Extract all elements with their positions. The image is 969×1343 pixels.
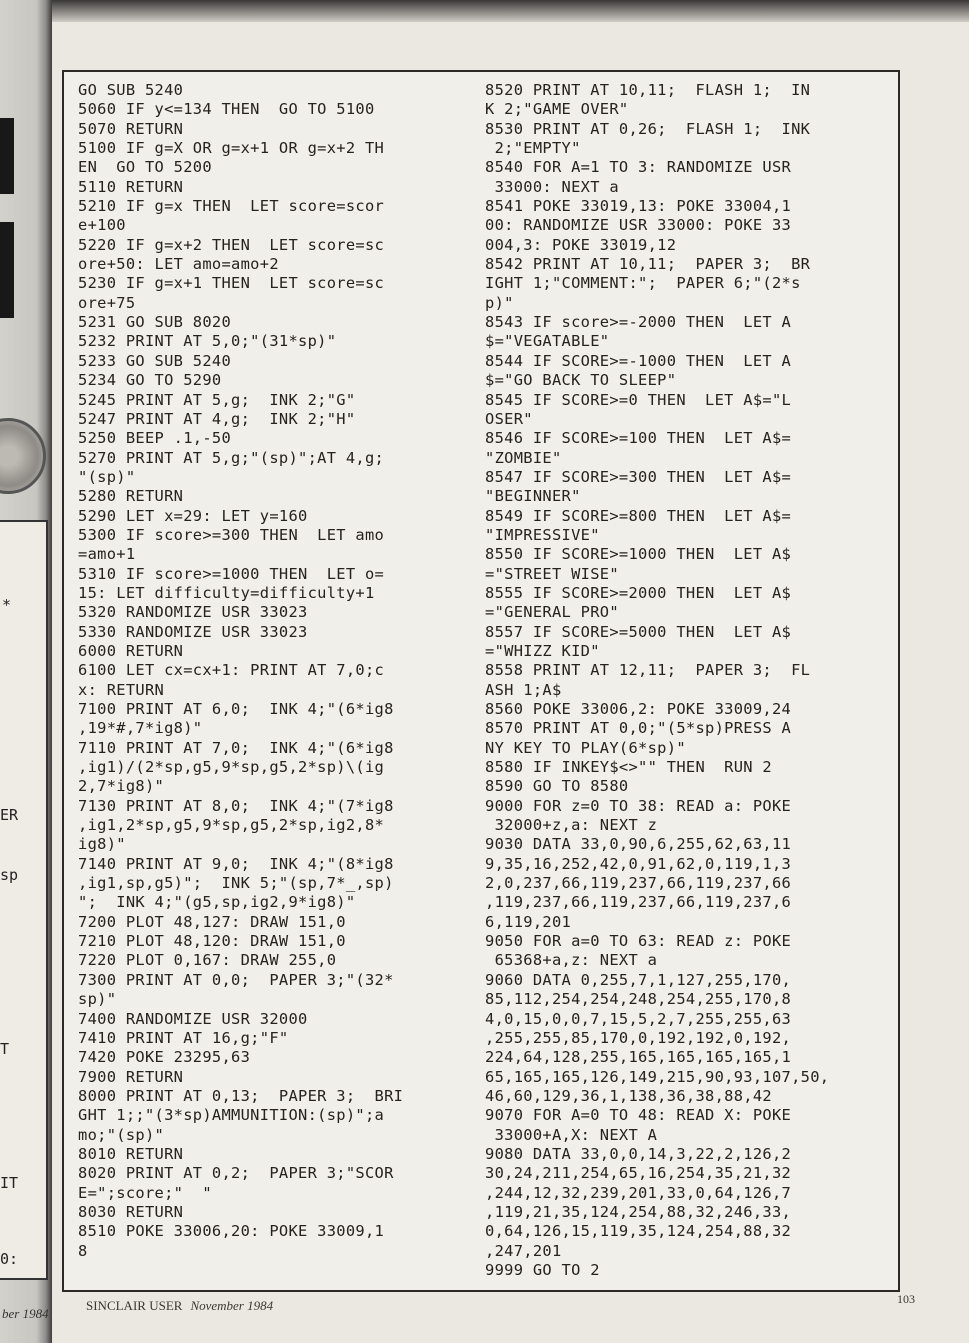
margin-fragment: T — [0, 1040, 10, 1058]
code-line: 5280 RETURN — [78, 487, 184, 506]
code-line: 30,24,211,254,65,16,254,35,21,32 — [485, 1164, 792, 1183]
code-line: 33000+A,X: NEXT A — [485, 1125, 658, 1144]
code-line: ore+50: LET amo=amo+2 — [78, 255, 279, 274]
code-line: 8570 PRINT AT 0,0;"(5*sp)PRESS A — [485, 719, 792, 738]
code-line: ig8)" — [78, 835, 126, 854]
margin-box — [0, 520, 48, 1280]
code-line: 7300 PRINT AT 0,0; PAPER 3;"(32* — [78, 970, 394, 989]
code-line: 9999 GO TO 2 — [485, 1260, 600, 1279]
left-margin-strip — [0, 0, 52, 1343]
code-line: 5232 PRINT AT 5,0;"(31*sp)" — [78, 332, 337, 351]
code-line: ,119,21,35,124,254,88,32,246,33, — [485, 1202, 792, 1221]
code-line: 8545 IF SCORE>=0 THEN LET A$="L — [485, 390, 792, 409]
code-line: OSER" — [485, 409, 533, 428]
code-line: 5060 IF y<=134 THEN GO TO 5100 — [78, 100, 375, 119]
code-line: 7220 PLOT 0,167: DRAW 255,0 — [78, 951, 337, 970]
code-line: 7200 PLOT 48,127: DRAW 151,0 — [78, 912, 346, 931]
page-footer — [86, 1298, 273, 1314]
code-line: 8542 PRINT AT 10,11; PAPER 3; BR — [485, 255, 811, 274]
code-line: 5110 RETURN — [78, 177, 184, 196]
code-line: 7400 RANDOMIZE USR 32000 — [78, 1009, 308, 1028]
code-line: 6100 LET cx=cx+1: PRINT AT 7,0;c — [78, 661, 385, 680]
code-line: 6,119,201 — [485, 912, 572, 931]
code-line: 5210 IF g=x THEN LET score=scor — [78, 197, 385, 216]
code-line: 5245 PRINT AT 5,g; INK 2;"G" — [78, 390, 356, 409]
code-line: 5310 IF score>=1000 THEN LET o= — [78, 564, 385, 583]
code-line: 2;"EMPTY" — [485, 139, 581, 158]
code-line: ="WHIZZ KID" — [485, 641, 600, 660]
code-line: 5233 GO SUB 5240 — [78, 351, 232, 370]
code-line: 7140 PRINT AT 9,0; INK 4;"(8*ig8 — [78, 854, 394, 873]
code-line: 9070 FOR A=0 TO 48: READ X: POKE — [485, 1106, 792, 1125]
code-line: 5220 IF g=x+2 THEN LET score=sc — [78, 235, 385, 254]
code-line: ,ig1,2*sp,g5,9*sp,g5,2*sp,ig2,8* — [78, 816, 385, 835]
code-line: 8543 IF score>=-2000 THEN LET A — [485, 313, 792, 332]
code-line: 7110 PRINT AT 7,0; INK 4;"(6*ig8 — [78, 738, 394, 757]
code-line: E=";score;" " — [78, 1183, 212, 1202]
code-line: 8520 PRINT AT 10,11; FLASH 1; IN — [485, 81, 811, 99]
code-line: 9,35,16,252,42,0,91,62,0,119,1,3 — [485, 854, 792, 873]
code-line: 15: LET difficulty=difficulty+1 — [78, 583, 375, 602]
code-line: 46,60,129,36,1,138,36,38,88,42 — [485, 1086, 772, 1105]
code-line: NY KEY TO PLAY(6*sp)" — [485, 738, 686, 757]
code-line: 5100 IF g=X OR g=x+1 OR g=x+2 TH — [78, 139, 385, 158]
code-line: 65,165,165,126,149,215,90,93,107,50, — [485, 1067, 830, 1086]
code-line: IGHT 1;"COMMENT:"; PAPER 6;"(2*s — [485, 274, 801, 293]
code-line: 224,64,128,255,165,165,165,165,1 — [485, 1048, 792, 1067]
magazine-title: SINCLAIR USER — [86, 1298, 183, 1313]
margin-fragment: 0: — [0, 1250, 19, 1268]
code-line: 8544 IF SCORE>=-1000 THEN LET A — [485, 351, 792, 370]
code-line: 8547 IF SCORE>=300 THEN LET A$= — [485, 467, 792, 486]
code-line: 2,7*ig8)" — [78, 777, 165, 796]
code-line: 8557 IF SCORE>=5000 THEN LET A$ — [485, 622, 792, 641]
code-line: $="GO BACK TO SLEEP" — [485, 371, 677, 390]
page-number: 103 — [897, 1292, 915, 1306]
code-line: 5247 PRINT AT 4,g; INK 2;"H" — [78, 409, 356, 428]
code-line: 4,0,15,0,0,7,15,5,2,7,255,255,63 — [485, 1009, 792, 1028]
code-line: p)" — [485, 293, 514, 312]
code-line: 5330 RANDOMIZE USR 33023 — [78, 622, 308, 641]
code-line: 8510 POKE 33006,20: POKE 33009,1 — [78, 1222, 385, 1241]
code-line: 8580 IF INKEY$<>"" THEN RUN 2 — [485, 758, 772, 777]
code-line: ,255,255,85,170,0,192,192,0,192, — [485, 1028, 792, 1047]
code-line: 004,3: POKE 33019,12 — [485, 235, 677, 254]
code-line: 7410 PRINT AT 16,g;"F" — [78, 1028, 289, 1047]
code-line: sp)" — [78, 990, 117, 1009]
code-line: 8555 IF SCORE>=2000 THEN LET A$ — [485, 583, 792, 602]
code-line: EN GO TO 5200 — [78, 158, 212, 177]
code-line: ,244,12,32,239,201,33,0,64,126,7 — [485, 1183, 792, 1202]
code-line: 8020 PRINT AT 0,2; PAPER 3;"SCOR — [78, 1164, 394, 1183]
margin-footer-fragment: ber 1984 — [2, 1306, 49, 1321]
code-line: 8549 IF SCORE>=800 THEN LET A$= — [485, 506, 792, 525]
code-line: 5070 RETURN — [78, 119, 184, 138]
code-line: ,19*#,7*ig8)" — [78, 719, 203, 738]
code-line: 5270 PRINT AT 5,g;"(sp)";AT 4,g; — [78, 448, 385, 467]
code-line: mo;"(sp)" — [78, 1125, 165, 1144]
code-line: $="VEGATABLE" — [485, 332, 610, 351]
code-line: 7130 PRINT AT 8,0; INK 4;"(7*ig8 — [78, 796, 394, 815]
code-line: "; INK 4;"(g5,sp,ig2,9*ig8)" — [78, 893, 356, 912]
code-line: 8530 PRINT AT 0,26; FLASH 1; INK — [485, 119, 811, 138]
code-line: 9030 DATA 33,0,90,6,255,62,63,11 — [485, 835, 792, 854]
code-line: 9060 DATA 0,255,7,1,127,255,170, — [485, 970, 792, 989]
code-line: 8 — [78, 1241, 88, 1260]
issue-date: November 1984 — [190, 1298, 274, 1313]
code-line: "(sp)" — [78, 467, 136, 486]
code-line: 7900 RETURN — [78, 1067, 184, 1086]
code-line: ,ig1)/(2*sp,g5,9*sp,g5,2*sp)\(ig — [78, 758, 385, 777]
code-line: "ZOMBIE" — [485, 448, 562, 467]
code-line: e+100 — [78, 216, 126, 235]
code-line: 0,64,126,15,119,35,124,254,88,32 — [485, 1222, 792, 1241]
code-line: 9080 DATA 33,0,0,14,3,22,2,126,2 — [485, 1144, 792, 1163]
code-line: 7100 PRINT AT 6,0; INK 4;"(6*ig8 — [78, 700, 394, 718]
code-line: 6000 RETURN — [78, 641, 184, 660]
margin-graphic-block — [0, 118, 14, 194]
code-line: 8030 RETURN — [78, 1202, 184, 1221]
code-line: ="GENERAL PRO" — [485, 603, 619, 622]
code-line: 5231 GO SUB 8020 — [78, 313, 232, 332]
listing-right-column — [485, 81, 890, 1280]
code-line: 8590 GO TO 8580 — [485, 777, 629, 796]
code-line: 8540 FOR A=1 TO 3: RANDOMIZE USR — [485, 158, 792, 177]
code-line: "IMPRESSIVE" — [485, 525, 600, 544]
code-line: ,ig1,sp,g5)"; INK 5;"(sp,7*_,sp) — [78, 874, 394, 893]
code-line: 8558 PRINT AT 12,11; PAPER 3; FL — [485, 661, 811, 680]
code-line: 5234 GO TO 5290 — [78, 371, 222, 390]
margin-disc-graphic — [0, 418, 46, 494]
program-listing-panel — [62, 70, 900, 1292]
code-line: 9050 FOR a=0 TO 63: READ z: POKE — [485, 932, 792, 951]
code-line: 00: RANDOMIZE USR 33000: POKE 33 — [485, 216, 792, 235]
code-line: ="STREET WISE" — [485, 564, 619, 583]
code-line: 8541 POKE 33019,13: POKE 33004,1 — [485, 197, 792, 216]
code-line: =amo+1 — [78, 545, 136, 564]
code-line: 9000 FOR z=0 TO 38: READ a: POKE — [485, 796, 792, 815]
code-line: 5290 LET x=29: LET y=160 — [78, 506, 308, 525]
code-line: 5300 IF score>=300 THEN LET amo — [78, 525, 385, 544]
code-line: ASH 1;A$ — [485, 680, 562, 699]
code-line: GO SUB 5240 — [78, 81, 184, 99]
code-line: 7420 POKE 23295,63 — [78, 1048, 251, 1067]
code-line: 5230 IF g=x+1 THEN LET score=sc — [78, 274, 385, 293]
listing-left-column — [78, 81, 473, 1261]
code-line: 33000: NEXT a — [485, 177, 619, 196]
margin-graphic-block — [0, 222, 14, 318]
code-line: 5250 BEEP .1,-50 — [78, 429, 232, 448]
code-line: 5320 RANDOMIZE USR 33023 — [78, 603, 308, 622]
code-line: 2,0,237,66,119,237,66,119,237,66 — [485, 874, 792, 893]
code-line: ,247,201 — [485, 1241, 562, 1260]
code-line: ,119,237,66,119,237,66,119,237,6 — [485, 893, 792, 912]
code-line: 65368+a,z: NEXT a — [485, 951, 658, 970]
code-line: 32000+z,a: NEXT z — [485, 816, 658, 835]
code-line: 7210 PLOT 48,120: DRAW 151,0 — [78, 932, 346, 951]
code-line: GHT 1;;"(3*sp)AMMUNITION:(sp)";a — [78, 1106, 385, 1125]
margin-fragment: * — [2, 596, 12, 614]
code-line: "BEGINNER" — [485, 487, 581, 506]
code-line: 8560 POKE 33006,2: POKE 33009,24 — [485, 700, 792, 718]
margin-fragment: IT — [0, 1174, 19, 1192]
code-line: x: RETURN — [78, 680, 165, 699]
code-line: 8000 PRINT AT 0,13; PAPER 3; BRI — [78, 1086, 404, 1105]
code-line: 8550 IF SCORE>=1000 THEN LET A$ — [485, 545, 792, 564]
margin-fragment: sp — [0, 866, 19, 884]
code-line: 85,112,254,254,248,254,255,170,8 — [485, 990, 792, 1009]
code-line: 8546 IF SCORE>=100 THEN LET A$= — [485, 429, 792, 448]
scan-top-edge — [0, 0, 969, 22]
margin-fragment: ER — [0, 806, 19, 824]
code-line: 8010 RETURN — [78, 1144, 184, 1163]
code-line: ore+75 — [78, 293, 136, 312]
code-line: K 2;"GAME OVER" — [485, 100, 629, 119]
